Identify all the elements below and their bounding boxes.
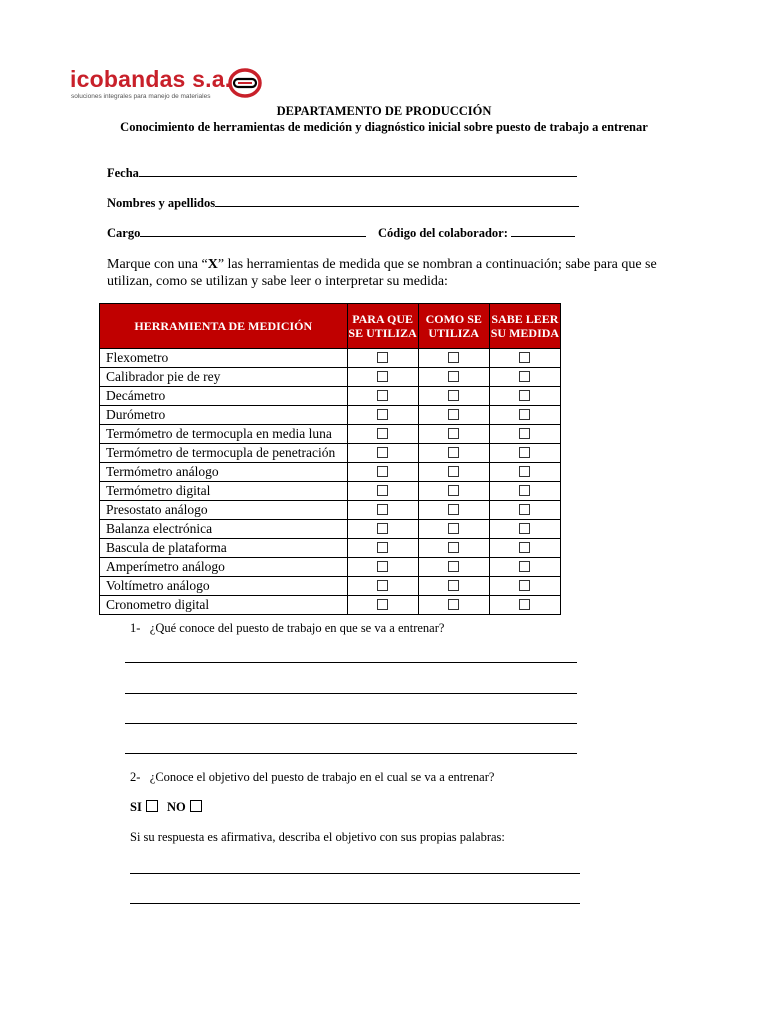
- checkbox-purpose[interactable]: [377, 485, 388, 496]
- cell-purpose: [347, 444, 418, 463]
- checkbox-usage[interactable]: [448, 390, 459, 401]
- checkbox-usage[interactable]: [448, 352, 459, 363]
- company-logo: [70, 66, 270, 106]
- checkbox-read[interactable]: [519, 542, 530, 553]
- cell-purpose: [347, 482, 418, 501]
- checkbox-read[interactable]: [519, 390, 530, 401]
- checkbox-read[interactable]: [519, 409, 530, 420]
- header-read: SABE LEER SU MEDIDA: [489, 304, 560, 349]
- fecha-field[interactable]: [107, 164, 577, 181]
- checkbox-read[interactable]: [519, 580, 530, 591]
- checkbox-purpose[interactable]: [377, 523, 388, 534]
- logo-name: icobandas s.a.: [70, 66, 232, 92]
- checkbox-read[interactable]: [519, 447, 530, 458]
- tools-table: [99, 303, 561, 615]
- cell-usage: [418, 444, 489, 463]
- checkbox-purpose[interactable]: [377, 428, 388, 439]
- cell-usage: [418, 406, 489, 425]
- tools-table-body: [100, 349, 561, 615]
- answer-1-line-2[interactable]: [125, 693, 577, 694]
- checkbox-purpose[interactable]: [377, 352, 388, 363]
- cell-usage: [418, 368, 489, 387]
- tool-name: Presostato análogo: [100, 501, 348, 520]
- question-1-text: ¿Qué conoce del puesto de trabajo en que se va a entrenar?: [149, 621, 445, 635]
- yes-no-options: [130, 800, 208, 815]
- cell-usage: [418, 387, 489, 406]
- cell-purpose: [347, 558, 418, 577]
- no-label: NO: [166, 800, 186, 814]
- header-purpose: PARA QUE SE UTILIZA: [347, 304, 418, 349]
- question-2-text: ¿Conoce el objetivo del puesto de trabajo en el cual se va a entrenar?: [149, 770, 495, 784]
- checkbox-purpose[interactable]: [377, 599, 388, 610]
- instruction-before: Marque con una “: [107, 257, 208, 272]
- checkbox-read[interactable]: [519, 523, 530, 534]
- tool-name: Amperímetro análogo: [100, 558, 348, 577]
- table-row: [100, 539, 561, 558]
- cargo-field[interactable]: [107, 224, 366, 241]
- checkbox-purpose[interactable]: [377, 447, 388, 458]
- form-subtitle: Conocimiento de herramientas de medición y diagnóstico inicial sobre puesto de trabajo a entrenar: [120, 120, 648, 134]
- table-row: [100, 425, 561, 444]
- nombres-field[interactable]: [107, 194, 579, 211]
- checkbox-read[interactable]: [519, 466, 530, 477]
- tool-name: Cronometro digital: [100, 596, 348, 615]
- fecha-label: Fecha: [107, 166, 139, 180]
- cell-purpose: [347, 387, 418, 406]
- cell-purpose: [347, 425, 418, 444]
- codigo-label: Código del colaborador:: [378, 226, 508, 240]
- checkbox-read[interactable]: [519, 352, 530, 363]
- cell-read: [489, 444, 560, 463]
- cell-read: [489, 520, 560, 539]
- cell-read: [489, 368, 560, 387]
- instruction-text: [107, 256, 667, 290]
- checkbox-purpose[interactable]: [377, 561, 388, 572]
- cell-read: [489, 349, 560, 368]
- header-usage: COMO SE UTILIZA: [418, 304, 489, 349]
- cell-purpose: [347, 463, 418, 482]
- cell-usage: [418, 596, 489, 615]
- cell-purpose: [347, 406, 418, 425]
- tool-name: Decámetro: [100, 387, 348, 406]
- checkbox-usage[interactable]: [448, 485, 459, 496]
- question-2-number: 2-: [130, 770, 141, 784]
- header-tool: HERRAMIENTA DE MEDICIÓN: [100, 304, 348, 349]
- tool-name: Termómetro de termocupla en media luna: [100, 425, 348, 444]
- tool-name: Calibrador pie de rey: [100, 368, 348, 387]
- tool-name: Termómetro análogo: [100, 463, 348, 482]
- cell-read: [489, 501, 560, 520]
- checkbox-usage[interactable]: [448, 504, 459, 515]
- checkbox-usage[interactable]: [448, 428, 459, 439]
- instruction-after: ” las herramientas de medida que se nombran a continuación; sabe para que se utilizan, como se utilizan y sabe leer o interpretar su medida:: [107, 257, 657, 289]
- checkbox-usage[interactable]: [448, 542, 459, 553]
- cell-usage: [418, 520, 489, 539]
- checkbox-usage[interactable]: [448, 523, 459, 534]
- answer-1-line-1[interactable]: [125, 662, 577, 663]
- tool-name: Flexometro: [100, 349, 348, 368]
- question-1: [130, 621, 444, 636]
- answer-1-line-3[interactable]: [125, 723, 577, 724]
- cell-read: [489, 425, 560, 444]
- tool-name: Termómetro de termocupla de penetración: [100, 444, 348, 463]
- fecha-line[interactable]: [139, 164, 577, 177]
- answer-2-line-1[interactable]: [130, 873, 580, 874]
- logo-tagline: soluciones integrales para manejo de materiales: [71, 93, 211, 100]
- checkbox-read[interactable]: [519, 561, 530, 572]
- checkbox-purpose[interactable]: [377, 504, 388, 515]
- answer-1-line-4[interactable]: [125, 753, 577, 754]
- table-row: [100, 558, 561, 577]
- yes-checkbox[interactable]: [146, 800, 158, 812]
- table-row: [100, 501, 561, 520]
- no-checkbox[interactable]: [190, 800, 202, 812]
- cell-usage: [418, 349, 489, 368]
- table-row: [100, 368, 561, 387]
- checkbox-usage[interactable]: [448, 447, 459, 458]
- yes-label: SI: [130, 800, 142, 814]
- cell-purpose: [347, 577, 418, 596]
- checkbox-usage[interactable]: [448, 580, 459, 591]
- cell-read: [489, 539, 560, 558]
- answer-2-line-2[interactable]: [130, 903, 580, 904]
- cell-usage: [418, 501, 489, 520]
- checkbox-usage[interactable]: [448, 409, 459, 420]
- cell-usage: [418, 577, 489, 596]
- table-header-row: [100, 304, 561, 349]
- cargo-label: Cargo: [107, 226, 141, 240]
- instruction-mark: X: [207, 257, 218, 272]
- table-row: [100, 387, 561, 406]
- cell-read: [489, 482, 560, 501]
- checkbox-read[interactable]: [519, 428, 530, 439]
- tool-name: Termómetro digital: [100, 482, 348, 501]
- cell-read: [489, 387, 560, 406]
- table-row: [100, 349, 561, 368]
- checkbox-purpose[interactable]: [377, 542, 388, 553]
- logo-belt-icon: [228, 67, 262, 99]
- cell-purpose: [347, 520, 418, 539]
- checkbox-read[interactable]: [519, 485, 530, 496]
- question-1-number: 1-: [130, 621, 141, 635]
- checkbox-purpose[interactable]: [377, 409, 388, 420]
- checkbox-read[interactable]: [519, 599, 530, 610]
- checkbox-usage[interactable]: [448, 561, 459, 572]
- checkbox-usage[interactable]: [448, 371, 459, 382]
- checkbox-read[interactable]: [519, 504, 530, 515]
- cell-usage: [418, 539, 489, 558]
- cargo-line[interactable]: [140, 224, 366, 237]
- cell-purpose: [347, 349, 418, 368]
- cell-read: [489, 577, 560, 596]
- checkbox-read[interactable]: [519, 371, 530, 382]
- table-row: [100, 596, 561, 615]
- table-row: [100, 444, 561, 463]
- codigo-field[interactable]: [378, 224, 575, 241]
- cell-read: [489, 406, 560, 425]
- cell-usage: [418, 463, 489, 482]
- checkbox-usage[interactable]: [448, 466, 459, 477]
- nombres-line[interactable]: [215, 194, 579, 207]
- cell-usage: [418, 482, 489, 501]
- table-row: [100, 577, 561, 596]
- followup-text: Si su respuesta es afirmativa, describa el objetivo con sus propias palabras:: [130, 830, 505, 844]
- department-title: DEPARTAMENTO DE PRODUCCIÓN: [276, 104, 492, 118]
- cell-purpose: [347, 539, 418, 558]
- tool-name: Voltímetro análogo: [100, 577, 348, 596]
- codigo-line[interactable]: [511, 224, 575, 237]
- tool-name: Bascula de plataforma: [100, 539, 348, 558]
- checkbox-purpose[interactable]: [377, 371, 388, 382]
- nombres-label: Nombres y apellidos: [107, 196, 216, 210]
- cell-read: [489, 558, 560, 577]
- tool-name: Balanza electrónica: [100, 520, 348, 539]
- cell-purpose: [347, 501, 418, 520]
- cell-purpose: [347, 368, 418, 387]
- table-row: [100, 406, 561, 425]
- cell-usage: [418, 425, 489, 444]
- checkbox-purpose[interactable]: [377, 580, 388, 591]
- question-2: [130, 770, 494, 785]
- cell-purpose: [347, 596, 418, 615]
- cell-read: [489, 596, 560, 615]
- table-row: [100, 482, 561, 501]
- cell-usage: [418, 558, 489, 577]
- checkbox-usage[interactable]: [448, 599, 459, 610]
- table-row: [100, 520, 561, 539]
- cell-read: [489, 463, 560, 482]
- tool-name: Durómetro: [100, 406, 348, 425]
- table-row: [100, 463, 561, 482]
- checkbox-purpose[interactable]: [377, 390, 388, 401]
- checkbox-purpose[interactable]: [377, 466, 388, 477]
